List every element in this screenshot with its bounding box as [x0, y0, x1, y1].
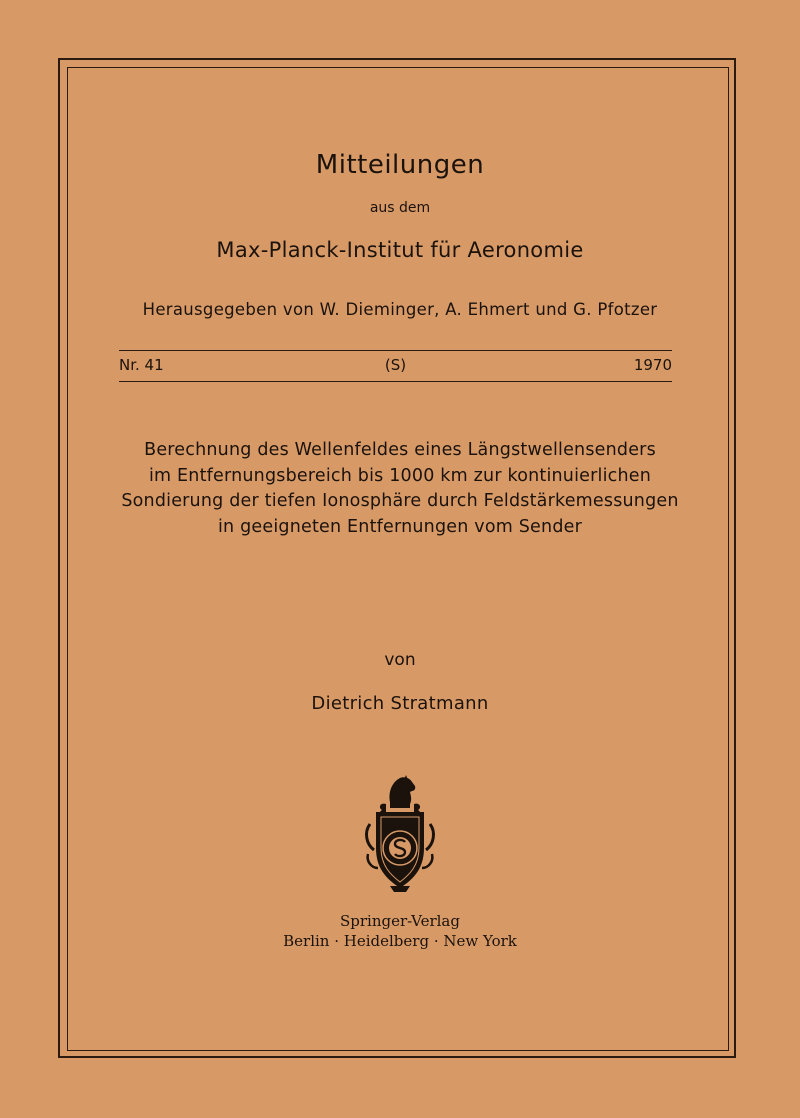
publication-year: 1970	[633, 356, 672, 374]
work-title-line: Berechnung des Wellenfeldes eines Längstwellensenders	[144, 440, 656, 460]
work-title-line: Sondierung der tiefen Ionosphäre durch Feldstärkemessungen	[121, 491, 679, 511]
editors-line: Herausgegeben von W. Dieminger, A. Ehmert und G. Pfotzer	[142, 300, 658, 319]
bottom-rule	[119, 381, 672, 382]
series-connector: aus dem	[369, 200, 431, 216]
by-label: von	[384, 650, 416, 670]
publisher-cities: Berlin · Heidelberg · New York	[283, 932, 517, 950]
series-info-row	[119, 356, 672, 378]
work-title	[0, 438, 800, 540]
institute-name: Max-Planck-Institut für Aeronomie	[216, 238, 584, 262]
springer-knight-logo-icon	[360, 772, 440, 894]
work-title-line: in geeigneten Entfernungen vom Sender	[217, 516, 582, 537]
work-title-line: im Entfernungsbereich bis 1000 km zur kontinuierlichen	[148, 465, 652, 486]
series-number: Nr. 41	[119, 356, 164, 374]
series-section: (S)	[384, 356, 407, 374]
publisher-name: Springer-Verlag	[340, 912, 460, 930]
top-rule	[119, 350, 672, 351]
author-name: Dietrich Stratmann	[311, 693, 489, 714]
publisher-block	[0, 911, 800, 951]
series-title: Mitteilungen	[315, 150, 485, 180]
